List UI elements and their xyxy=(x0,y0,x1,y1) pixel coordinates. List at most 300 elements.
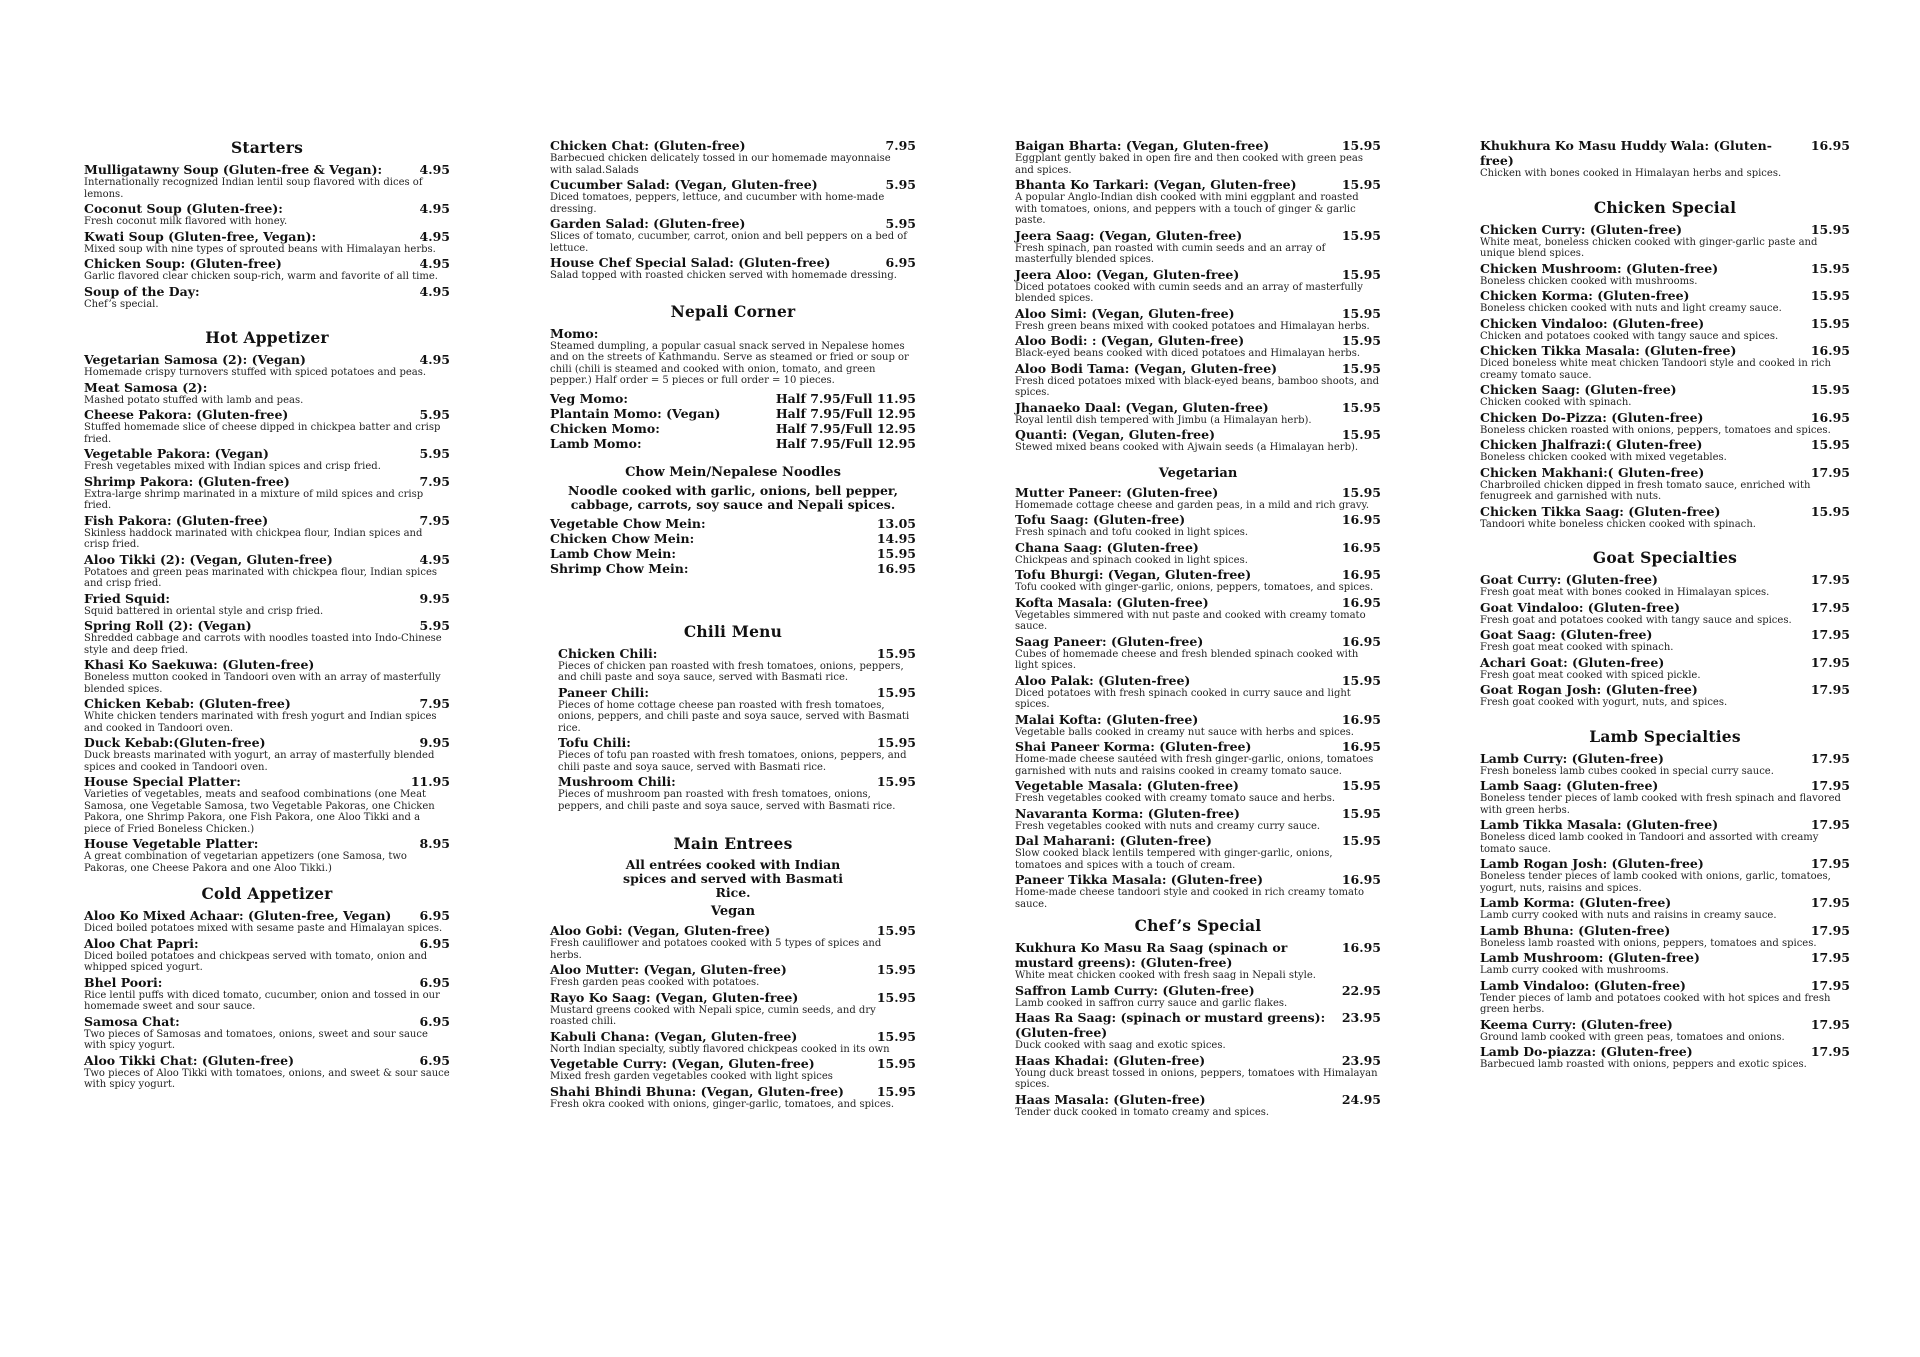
menu-item-row xyxy=(1015,306,1381,321)
menu-item-name: Goat Saag: (Gluten-free) xyxy=(1480,627,1653,642)
menu-item xyxy=(1015,739,1381,777)
menu-item-description: Diced boneless white meat chicken Tandoori style and cooked in rich creamy tomato sauce. xyxy=(1480,358,1831,381)
menu-item xyxy=(1015,634,1381,672)
menu-item-name: Veg Momo: xyxy=(550,390,628,406)
menu-item-row xyxy=(1015,595,1381,610)
menu-item-price: 23.95 xyxy=(1341,1052,1381,1068)
menu-item-description: Boneless tender pieces of lamb cooked with onions, garlic, tomatoes, yogurt, nuts, raisins and spices. xyxy=(1480,871,1831,894)
menu-item xyxy=(84,407,450,445)
menu-item-price: 9.95 xyxy=(419,735,450,750)
menu-item-price: 6.95 xyxy=(419,935,450,951)
menu-item-row xyxy=(1015,267,1381,282)
menu-item-row xyxy=(1480,950,1850,965)
menu-item-price: 16.95 xyxy=(1810,409,1850,425)
menu-item-name: Lamb Rogan Josh: (Gluten-free) xyxy=(1480,856,1704,871)
menu-item-price: 4.95 xyxy=(419,352,450,367)
menu-item-name: Rayo Ko Saag: (Vegan, Gluten-free) xyxy=(550,989,799,1005)
menu-item-description: Mashed potato stuffed with lamb and peas. xyxy=(84,394,304,406)
vegan-entrees-continued-list xyxy=(1015,138,1381,454)
menu-item-name: Mulligatawny Soup (Gluten-free & Vegan): xyxy=(84,162,383,177)
menu-item-description: Homemade cottage cheese and garden peas, in a mild and rich gravy. xyxy=(1015,499,1370,511)
menu-item-price: 15.95 xyxy=(876,1028,916,1044)
menu-item xyxy=(1480,222,1850,260)
menu-item-price: Half 7.95/Full 12.95 xyxy=(775,405,916,421)
menu-item-description: Boneless tender pieces of lamb cooked with fresh spinach and flavored with green herbs. xyxy=(1480,793,1841,816)
menu-item-description: White meat, boneless chicken cooked with ginger-garlic paste and unique blend spices. xyxy=(1480,236,1818,259)
menu-item-row xyxy=(550,990,916,1005)
menu-item-name: Shai Paneer Korma: (Gluten-free) xyxy=(1015,739,1252,754)
menu-item-row xyxy=(1480,817,1850,832)
menu-item-name: Chicken Tikka Masala: (Gluten-free) xyxy=(1480,343,1737,358)
menu-item xyxy=(84,201,450,228)
menu-item-name: Tofu Saag: (Gluten-free) xyxy=(1015,512,1186,527)
menu-item-row xyxy=(558,646,916,661)
menu-item-price: 13.05 xyxy=(876,515,916,531)
menu-item-row xyxy=(1015,333,1381,348)
menu-item-description: Vegetables simmered with nut paste and cooked with creamy tomato sauce. xyxy=(1015,609,1366,632)
vegan-entrees-list xyxy=(550,923,916,1110)
menu-item-price: 4.95 xyxy=(419,228,450,244)
menu-item xyxy=(1480,751,1850,778)
menu-item-description: Charbroiled chicken dipped in fresh tomato sauce, enriched with fenugreek and garnished with nuts. xyxy=(1480,479,1811,502)
menu-item-description: A popular Anglo-Indian dish cooked with mini eggplant and roasted with tomatoes, onions, and peppers with a touch of ginger & garlic paste. xyxy=(1015,192,1359,226)
menu-item-price: 15.95 xyxy=(876,923,916,938)
menu-item xyxy=(1015,427,1381,454)
menu-item xyxy=(84,513,450,551)
menu-item xyxy=(550,177,916,215)
menu-item-row xyxy=(1480,138,1850,168)
menu-item-price: 15.95 xyxy=(1341,805,1381,821)
menu-item-name: Mutter Paneer: (Gluten-free) xyxy=(1015,484,1219,500)
menu-item-description: Boneless chicken cooked with mixed vegetables. xyxy=(1480,452,1727,463)
menu-item xyxy=(558,774,916,812)
menu-item-row xyxy=(84,696,450,711)
menu-item-price: 7.95 xyxy=(885,138,916,153)
menu-item-description: Tender duck cooked in tomato creamy and spices. xyxy=(1015,1106,1270,1118)
menu-item-name: Meat Samosa (2): xyxy=(84,379,208,395)
menu-item xyxy=(84,380,450,407)
menu-item-description: Tandoori white boneless chicken cooked with spinach. xyxy=(1480,518,1756,530)
menu-item-name: House Special Platter: xyxy=(84,774,241,789)
menu-item-price: 7.95 xyxy=(419,696,450,711)
menu-item-price: 16.95 xyxy=(1341,872,1381,887)
menu-item-price: 15.95 xyxy=(876,989,916,1005)
menu-item-row xyxy=(84,735,450,750)
menu-item-price: 22.95 xyxy=(1341,982,1381,998)
menu-item-name: Baigan Bharta: (Vegan, Gluten-free) xyxy=(1015,138,1270,153)
menu-item-row xyxy=(550,138,916,153)
menu-item-price: 15.95 xyxy=(1341,333,1381,348)
cold-appetizer-list xyxy=(84,908,450,1091)
menu-item xyxy=(1480,437,1850,464)
menu-item xyxy=(84,657,450,695)
menu-item xyxy=(1480,978,1850,1016)
menu-item-price: 6.95 xyxy=(419,1013,450,1029)
menu-item-name: Lamb Tikka Masala: (Gluten-free) xyxy=(1480,817,1719,832)
menu-item xyxy=(84,256,450,283)
menu-item-price: 17.95 xyxy=(1810,778,1850,793)
menu-item-row xyxy=(550,421,916,436)
vegetarian-list xyxy=(1015,485,1381,911)
menu-item xyxy=(550,255,916,282)
section-title-nepali-corner: Nepali Corner xyxy=(670,301,796,321)
menu-item-price: 15.95 xyxy=(1341,778,1381,793)
menu-item-name: Chicken Kebab: (Gluten-free) xyxy=(84,696,291,711)
menu-item-name: Chicken Chat: (Gluten-free) xyxy=(550,138,746,153)
menu-item-description: Pieces of mushroom pan roasted with fresh tomatoes, onions, peppers, and chili paste and soya sauce, served with Basmati rice. xyxy=(558,789,896,812)
menu-item-name: Haas Ra Saag: (spinach or mustard greens): (Gluten-free) xyxy=(1015,1010,1326,1040)
menu-item-description: Eggplant gently baked in open fire and then cooked with green peas and spices. xyxy=(1015,153,1363,176)
menu-item-description: Chicken and potatoes cooked with tangy sauce and spices. xyxy=(1480,330,1779,342)
menu-item-name: Jhanaeko Daal: (Vegan, Gluten-free) xyxy=(1015,399,1269,415)
goat-specialties-list xyxy=(1480,572,1850,709)
menu-item xyxy=(1015,1010,1381,1052)
menu-item xyxy=(1015,333,1381,360)
menu-item xyxy=(1015,138,1381,176)
menu-item-description: Potatoes and green peas marinated with chickpea flour, Indian spices and crisp fried. xyxy=(84,566,438,589)
menu-item-row xyxy=(1015,940,1381,970)
menu-item-description: Fresh goat meat cooked with spiced pickle. xyxy=(1480,669,1701,681)
menu-item-row xyxy=(550,436,916,451)
menu-column-2 xyxy=(550,138,916,1111)
menu-item-description: Fresh goat meat with bones cooked in Himalayan spices. xyxy=(1480,587,1770,598)
menu-item-description: Diced tomatoes, peppers, lettuce, and cucumber with home-made dressing. xyxy=(550,192,885,215)
menu-item-description: Duck cooked with saag and exotic spices. xyxy=(1015,1040,1226,1051)
menu-item-description: Slow cooked black lentils tempered with ginger-garlic, onions, tomatoes and spices with a touch of cream. xyxy=(1015,848,1333,871)
menu-item-price: 7.95 xyxy=(419,473,450,489)
menu-item-name: Chicken Vindaloo: (Gluten-free) xyxy=(1480,315,1705,331)
menu-item xyxy=(84,284,450,311)
menu-item-row xyxy=(84,380,450,395)
menu-item xyxy=(1480,923,1850,950)
menu-item-row xyxy=(1015,778,1381,793)
menu-item-description: Mustard greens cooked with Nepali spice, cumin seeds, and dry roasted chili. xyxy=(550,1004,876,1027)
menu-item xyxy=(1480,465,1850,503)
menu-item-row xyxy=(84,836,450,851)
menu-item-name: Kukhura Ko Masu Ra Saag (spinach or mustard greens): (Gluten-free) xyxy=(1015,940,1288,970)
menu-column-3 xyxy=(1015,138,1381,1119)
menu-item-description: Two pieces of Aloo Tikki with tomatoes, onions, and sweet & sour sauce with spicy yogurt. xyxy=(84,1067,450,1090)
menu-item-name: Haas Masala: (Gluten-free) xyxy=(1015,1091,1206,1107)
menu-item-row xyxy=(550,1029,916,1044)
menu-item xyxy=(550,923,916,961)
menu-item-description: Lamb curry cooked with mushrooms. xyxy=(1480,965,1669,976)
menu-item-price: 17.95 xyxy=(1810,1044,1850,1059)
menu-item-price: 5.95 xyxy=(419,618,450,633)
menu-item xyxy=(1480,950,1850,977)
menu-item-row xyxy=(558,685,916,700)
menu-item xyxy=(84,446,450,473)
momo-label: Momo: xyxy=(550,325,599,341)
menu-item-description: Internationally recognized Indian lentil soup flavored with dices of lemons. xyxy=(84,177,423,200)
menu-item-name: Aloo Mutter: (Vegan, Gluten-free) xyxy=(550,962,787,977)
menu-item-row xyxy=(1015,1010,1381,1040)
menu-item-price: 6.95 xyxy=(419,1052,450,1068)
menu-item-price: 15.95 xyxy=(876,684,916,700)
menu-item-name: Shrimp Pakora: (Gluten-free) xyxy=(84,473,290,489)
menu-item-price: 4.95 xyxy=(419,256,450,271)
menu-item-row xyxy=(84,474,450,489)
menu-item-name: Aloo Bodi: : (Vegan, Gluten-free) xyxy=(1015,333,1245,348)
menu-column-1 xyxy=(84,138,450,1092)
menu-item-row xyxy=(1015,485,1381,500)
menu-item-description: Fresh cauliflower and potatoes cooked with 5 types of spices and herbs. xyxy=(550,938,882,961)
section-title-main-entrees: Main Entrees xyxy=(673,834,793,853)
menu-item xyxy=(1480,895,1850,922)
menu-item xyxy=(84,229,450,256)
menu-item-row xyxy=(1480,856,1850,871)
menu-item-row xyxy=(1480,343,1850,358)
menu-item xyxy=(1480,504,1850,531)
menu-item-description: Pieces of chicken pan roasted with fresh tomatoes, onions, peppers, and chili paste and soya sauce, served with Basmati rice. xyxy=(558,660,904,683)
chicken-bones-list xyxy=(1480,138,1850,180)
menu-item-description: Cubes of homemade cheese and fresh blended spinach cooked with light spices. xyxy=(1015,648,1359,671)
menu-item-name: Aloo Tikki Chat: (Gluten-free) xyxy=(84,1052,295,1068)
menu-item xyxy=(1015,512,1381,539)
menu-item-description: Squid battered in oriental style and crisp fried. xyxy=(84,605,324,617)
menu-item-row xyxy=(84,162,450,177)
menu-item-price: 15.95 xyxy=(1810,382,1850,397)
vegan-subtitle: Vegan xyxy=(710,904,756,919)
menu-item-description: Shredded cabbage and carrots with noodles toasted into Indo-Chinese style and deep fried. xyxy=(84,633,442,656)
menu-item-description: Boneless chicken cooked with mushrooms. xyxy=(1480,275,1698,287)
menu-item-price: 17.95 xyxy=(1810,1016,1850,1032)
menu-item-row xyxy=(1480,1017,1850,1032)
menu-item-description: Boneless diced lamb cooked in Tandoori and assorted with creamy tomato sauce. xyxy=(1480,832,1819,855)
menu-item-description: Barbecued chicken delicately tossed in our homemade mayonnaise with salad.Salads xyxy=(550,153,891,176)
momo-description: Steamed dumpling, a popular casual snack served in Nepalese homes and on the streets of Kathmandu. Serve as steamed or fried or soup or chili (chili is steamed and cooked with onion, tomato, and green pepper.) Half order = 5 pieces or full order = 10 pieces. xyxy=(550,340,909,386)
menu-item-description: Home-made cheese sautéed with fresh ginger-garlic, onions, tomatoes garnished with nuts and raisins cooked in creamy tomato sauce. xyxy=(1015,754,1374,777)
menu-item-price: 15.95 xyxy=(876,735,916,750)
menu-item-name: Chicken Chili: xyxy=(558,645,658,661)
menu-item-description: North Indian specialty, subtly flavored chickpeas cooked in its own xyxy=(550,1043,890,1055)
menu-item-name: Fried Squid: xyxy=(84,590,170,606)
menu-item-row xyxy=(84,352,450,367)
menu-item-price: 16.95 xyxy=(1341,739,1381,754)
menu-item xyxy=(550,216,916,254)
menu-item-description: Boneless lamb roasted with onions, peppers, tomatoes and spices. xyxy=(1480,937,1817,949)
menu-item-description: Boneless chicken cooked with nuts and light creamy sauce. xyxy=(1480,303,1782,314)
menu-item-description: Fresh garden peas cooked with potatoes. xyxy=(550,977,760,988)
menu-item-description: Lamb cooked in saffron curry sauce and garlic flakes. xyxy=(1015,997,1288,1009)
menu-item-price: 17.95 xyxy=(1810,464,1850,480)
menu-item-name: Spring Roll (2): (Vegan) xyxy=(84,618,252,633)
menu-item-row xyxy=(1480,655,1850,670)
menu-item-row xyxy=(84,1014,450,1029)
menu-item-price: 17.95 xyxy=(1810,856,1850,871)
salads-list xyxy=(550,138,916,282)
menu-item-price: 15.95 xyxy=(1341,266,1381,282)
menu-item-row xyxy=(1480,504,1850,519)
menu-item-row xyxy=(1480,410,1850,425)
menu-item-price: 16.95 xyxy=(1810,138,1850,153)
menu-item-price: 17.95 xyxy=(1810,572,1850,587)
menu-item-row xyxy=(1480,751,1850,766)
menu-item xyxy=(1015,833,1381,871)
menu-item xyxy=(84,1014,450,1052)
menu-item-row xyxy=(84,407,450,422)
menu-item-row xyxy=(558,774,916,789)
menu-item-description: Fresh diced potatoes mixed with black-eyed beans, bamboo shoots, and spices. xyxy=(1015,375,1380,398)
menu-item-price: 15.95 xyxy=(1810,315,1850,331)
menu-item-name: Chicken Saag: (Gluten-free) xyxy=(1480,382,1677,397)
menu-item-row xyxy=(1480,572,1850,587)
menu-item-row xyxy=(1480,1044,1850,1059)
menu-item-row xyxy=(84,908,450,923)
menu-item-description: Fresh goat meat cooked with spinach. xyxy=(1480,642,1674,653)
menu-item-name: Navaranta Korma: (Gluten-free) xyxy=(1015,805,1240,821)
menu-item-price: 15.95 xyxy=(1341,399,1381,415)
menu-item-description: Stuffed homemade slice of cheese dipped in chickpea batter and crisp fried. xyxy=(84,422,441,445)
menu-item-name: Chicken Mushroom: (Gluten-free) xyxy=(1480,260,1719,276)
menu-item-row xyxy=(550,962,916,977)
menu-item-price: 16.95 xyxy=(1341,567,1381,582)
menu-item-row xyxy=(84,229,450,244)
menu-item-name: Plantain Momo: (Vegan) xyxy=(550,405,721,421)
menu-item-row xyxy=(1015,833,1381,848)
menu-item-row xyxy=(1480,895,1850,910)
menu-item-description: Young duck breast tossed in onions, peppers, tomatoes with Himalayan spices. xyxy=(1015,1067,1378,1090)
menu-item-row xyxy=(1480,382,1850,397)
menu-item xyxy=(1480,382,1850,409)
menu-item xyxy=(1480,572,1850,599)
menu-item-name: Goat Vindaloo: (Gluten-free) xyxy=(1480,599,1680,615)
menu-item-price: 16.95 xyxy=(1810,343,1850,358)
menu-item-row xyxy=(1015,228,1381,243)
menu-item xyxy=(1015,540,1381,567)
menu-item xyxy=(1480,1044,1850,1071)
menu-item-description: Fresh vegetables mixed with Indian spices and crisp fried. xyxy=(84,461,381,472)
menu-item xyxy=(1480,343,1850,381)
menu-item-row xyxy=(550,516,916,531)
menu-item-row xyxy=(1015,1092,1381,1107)
menu-item-name: House Chef Special Salad: (Gluten-free) xyxy=(550,255,831,270)
menu-item-description: Fresh vegetables cooked with nuts and creamy curry sauce. xyxy=(1015,820,1321,832)
main-entrees-intro: All entrées cooked with Indian spices and served with Basmati Rice. xyxy=(623,857,843,900)
chow-mein-intro: Noodle cooked with garlic, onions, bell pepper, cabbage, carrots, soy sauce and Nepali spices. xyxy=(568,482,898,512)
menu-item-description: Slices of tomato, cucumber, carrot, onion and bell peppers on a bed of lettuce. xyxy=(550,231,908,254)
menu-item-description: Fresh spinach and tofu cooked in light spices. xyxy=(1015,527,1249,538)
menu-item-row xyxy=(1015,1053,1381,1068)
menu-item-row xyxy=(558,735,916,750)
menu-item-row xyxy=(84,657,450,672)
section-title-chow-mein: Chow Mein/Nepalese Noodles xyxy=(625,464,841,480)
menu-item-description: Diced potatoes cooked with cumin seeds and an array of masterfully blended spices. xyxy=(1015,281,1363,304)
menu-item-price: 4.95 xyxy=(419,201,450,216)
menu-item-row xyxy=(1480,465,1850,480)
menu-item xyxy=(1480,778,1850,816)
menu-item-price: 15.95 xyxy=(1810,260,1850,276)
menu-item xyxy=(1480,655,1850,682)
menu-item-row xyxy=(1015,673,1381,688)
menu-item-name: Aloo Palak: (Gluten-free) xyxy=(1015,672,1191,688)
menu-item-price: 16.95 xyxy=(876,560,916,576)
menu-item-price: 15.95 xyxy=(1341,672,1381,688)
menu-item-price: 15.95 xyxy=(1341,177,1381,192)
section-title-chefs-special: Chef’s Special xyxy=(1134,916,1262,935)
menu-item-row xyxy=(550,1084,916,1099)
menu-item-description: Fresh goat and potatoes cooked with tangy sauce and spices. xyxy=(1480,614,1792,626)
menu-item-name: Lamb Momo: xyxy=(550,435,642,451)
menu-item-description: Diced boiled potatoes mixed with sesame paste and Himalayan spices. xyxy=(84,923,443,934)
menu-item xyxy=(550,1084,916,1111)
menu-item-name: Saffron Lamb Curry: (Gluten-free) xyxy=(1015,982,1255,998)
menu-item-description: White meat chicken cooked with fresh saag in Nepali style. xyxy=(1015,970,1316,981)
menu-item-description: White chicken tenders marinated with fresh yogurt and Indian spices and cooked in Tandoori oven. xyxy=(84,711,437,734)
menu-item-name: Mushroom Chili: xyxy=(558,774,676,789)
menu-item-row xyxy=(1015,400,1381,415)
menu-item-name: Lamb Mushroom: (Gluten-free) xyxy=(1480,950,1700,965)
menu-item-description: Fresh boneless lamb cubes cooked in special curry sauce. xyxy=(1480,765,1774,777)
menu-item xyxy=(84,975,450,1013)
menu-item-price: 15.95 xyxy=(1810,437,1850,452)
menu-item-name: Paneer Chili: xyxy=(558,684,649,700)
menu-item-row xyxy=(84,513,450,528)
menu-item-price: 15.95 xyxy=(876,545,916,561)
menu-item-description: Fresh vegetables cooked with creamy tomato sauce and herbs. xyxy=(1015,793,1336,804)
menu-item-row xyxy=(1015,177,1381,192)
lamb-specialties-list xyxy=(1480,751,1850,1071)
menu-item xyxy=(1015,400,1381,427)
menu-item-name: Bhel Poori: xyxy=(84,974,163,990)
menu-item-name: House Vegetable Platter: xyxy=(84,836,259,851)
menu-item-row xyxy=(1480,222,1850,237)
menu-item-price: 5.95 xyxy=(885,216,916,231)
menu-item-name: Bhanta Ko Tarkari: (Vegan, Gluten-free) xyxy=(1015,177,1297,192)
menu-item-row xyxy=(1480,261,1850,276)
menu-item-price: 4.95 xyxy=(419,551,450,567)
section-title-goat-specialties: Goat Specialties xyxy=(1592,548,1738,567)
menu-item xyxy=(84,162,450,200)
menu-item-price: 17.95 xyxy=(1810,654,1850,670)
menu-item xyxy=(1015,778,1381,805)
menu-item-name: Lamb Do-piazza: (Gluten-free) xyxy=(1480,1044,1693,1059)
menu-item-name: Shahi Bhindi Bhuna: (Vegan, Gluten-free) xyxy=(550,1083,844,1099)
menu-item-price: 16.95 xyxy=(1341,940,1381,955)
menu-item-row xyxy=(84,284,450,299)
section-title-lamb-specialties: Lamb Specialties xyxy=(1589,726,1741,746)
menu-item-name: Tofu Bhurgi: (Vegan, Gluten-free) xyxy=(1015,567,1252,582)
menu-item-price: 17.95 xyxy=(1810,750,1850,766)
menu-item-name: Chicken Momo: xyxy=(550,420,660,436)
menu-item-name: Aloo Simi: (Vegan, Gluten-free) xyxy=(1015,305,1235,321)
menu-item-name: Dal Maharani: (Gluten-free) xyxy=(1015,833,1212,848)
menu-item-name: Duck Kebab:(Gluten-free) xyxy=(84,735,266,750)
menu-item-description: Skinless haddock marinated with chickpea flour, Indian spices and crisp fried. xyxy=(84,527,423,550)
menu-item-price: 15.95 xyxy=(1341,227,1381,243)
menu-item-row xyxy=(84,591,450,606)
menu-item-description: Lamb curry cooked with nuts and raisins in creamy sauce. xyxy=(1480,910,1777,921)
menu-item-price: 17.95 xyxy=(1810,895,1850,910)
menu-item-description: Chicken cooked with spinach. xyxy=(1480,397,1632,408)
menu-item-description: Ground lamb cooked with green peas, tomatoes and onions. xyxy=(1480,1031,1785,1043)
menu-item-name: Quanti: (Vegan, Gluten-free) xyxy=(1015,427,1215,442)
menu-item-description: Extra-large shrimp marinated in a mixture of mild spices and crisp fried. xyxy=(84,488,424,511)
menu-item-name: Soup of the Day: xyxy=(84,283,200,299)
menu-item-description: Chef’s special. xyxy=(84,298,159,310)
menu-item-price: 4.95 xyxy=(419,162,450,177)
menu-item-price: 23.95 xyxy=(1341,1010,1381,1025)
menu-item xyxy=(1480,316,1850,343)
menu-item xyxy=(1015,1092,1381,1119)
menu-item-name: Khukhura Ko Masu Huddy Wala: (Gluten-free) xyxy=(1480,138,1772,168)
menu-item-name: Khasi Ko Saekuwa: (Gluten-free) xyxy=(84,657,315,672)
menu-item xyxy=(1015,228,1381,266)
menu-item-name: Chicken Chow Mein: xyxy=(550,530,695,546)
starters-list xyxy=(84,162,450,310)
hot-appetizer-list xyxy=(84,352,450,874)
menu-item-row xyxy=(84,256,450,271)
